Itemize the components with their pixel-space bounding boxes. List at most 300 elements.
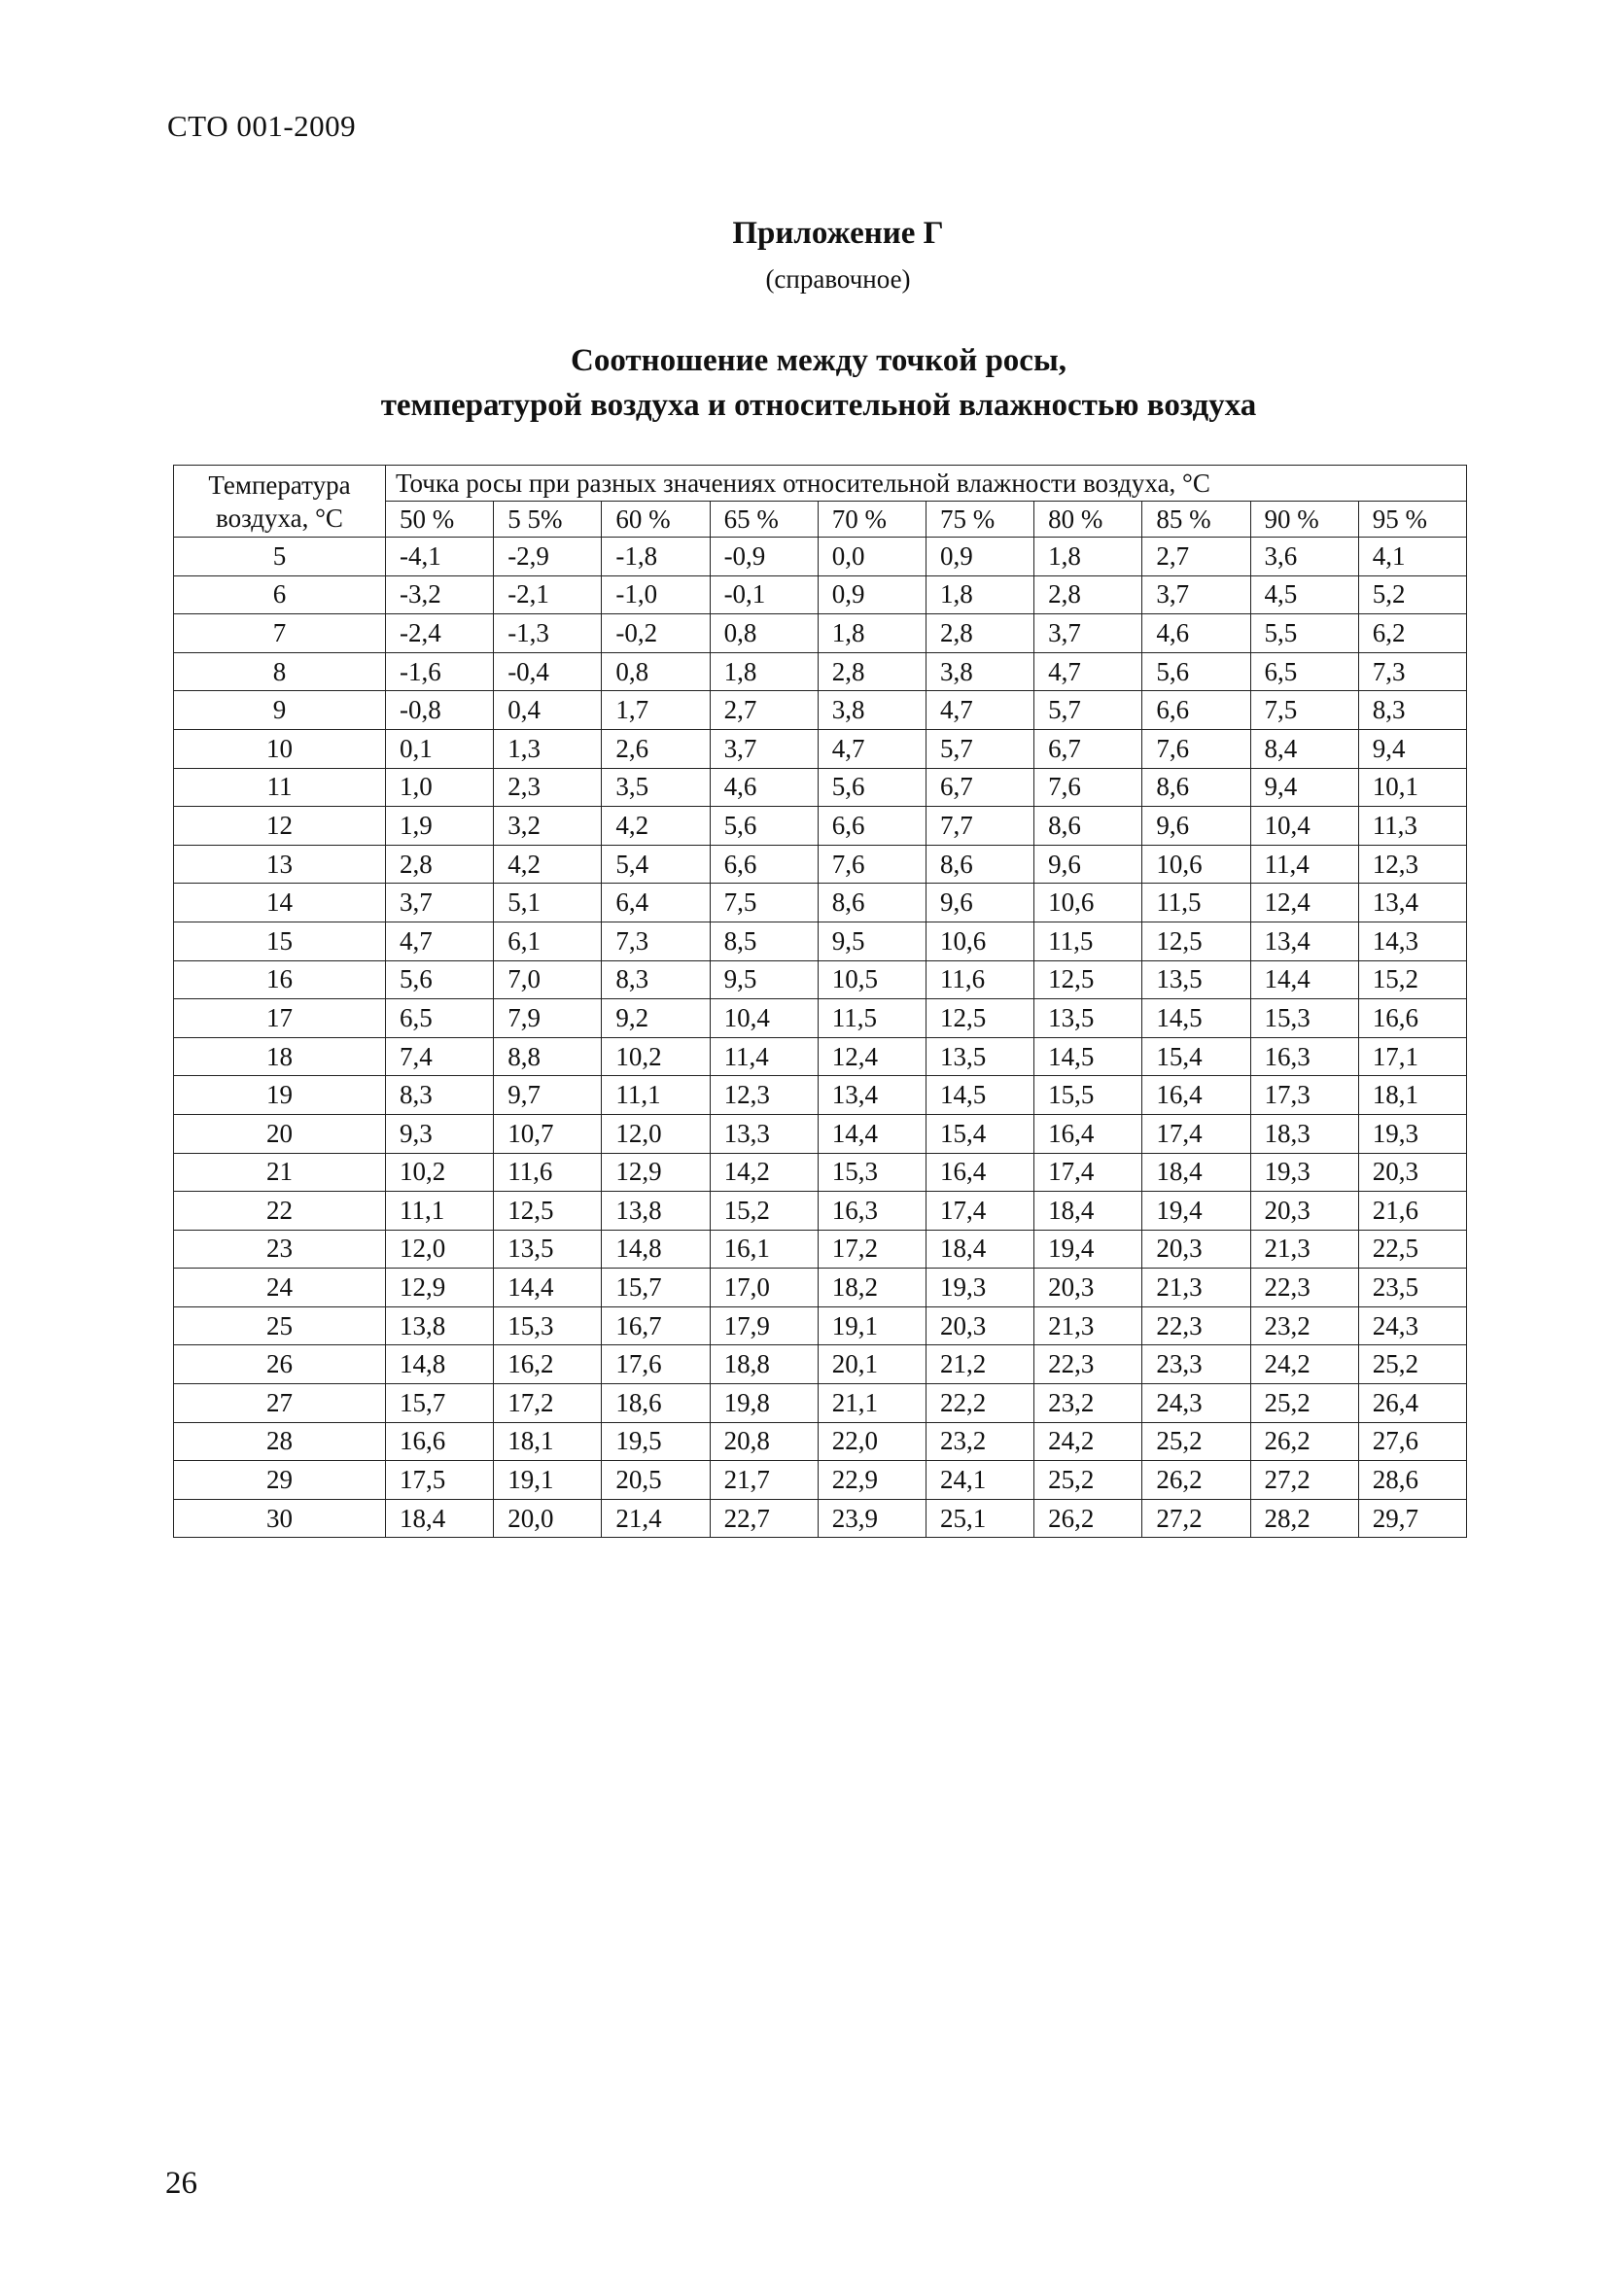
dew-point-cell: 0,8 xyxy=(602,652,710,691)
dew-point-cell: 3,7 xyxy=(1034,614,1142,653)
dew-point-cell: 20,3 xyxy=(1034,1269,1142,1307)
air-temperature-cell: 6 xyxy=(174,575,386,614)
table-title-line-1: Соотношение между точкой росы, xyxy=(571,343,1066,378)
dew-point-cell: 5,2 xyxy=(1358,575,1466,614)
dew-point-cell: 24,3 xyxy=(1142,1384,1250,1423)
dew-point-cell: 25,2 xyxy=(1142,1422,1250,1461)
dew-point-cell: 20,3 xyxy=(926,1306,1033,1345)
dew-point-cell: 18,4 xyxy=(1142,1153,1250,1192)
dew-point-cell: 21,4 xyxy=(602,1499,710,1538)
dew-point-cell: 9,6 xyxy=(1142,807,1250,846)
table-row xyxy=(174,1306,1467,1345)
dew-point-cell: 20,5 xyxy=(602,1461,710,1500)
air-temperature-cell: 26 xyxy=(174,1345,386,1384)
dew-point-cell: 16,6 xyxy=(386,1422,494,1461)
humidity-header-cell: 95 % xyxy=(1358,502,1466,538)
dew-point-cell: 25,1 xyxy=(926,1499,1033,1538)
table-row xyxy=(174,691,1467,730)
dew-point-cell: 7,5 xyxy=(710,884,818,922)
dew-point-cell: 2,7 xyxy=(1142,538,1250,576)
dew-point-cell: 27,2 xyxy=(1142,1499,1250,1538)
dew-point-cell: 0,9 xyxy=(926,538,1033,576)
dew-point-cell: -0,1 xyxy=(710,575,818,614)
dew-point-cell: 9,5 xyxy=(818,922,926,960)
dew-point-cell: 1,7 xyxy=(602,691,710,730)
table-title-line-2: температурой воздуха и относительной влажностью воздуха xyxy=(380,388,1257,423)
dew-point-cell: 11,5 xyxy=(818,999,926,1038)
dew-point-cell: 10,6 xyxy=(1034,884,1142,922)
dew-point-cell: 10,4 xyxy=(1250,807,1358,846)
humidity-header-cell: 50 % xyxy=(386,502,494,538)
dew-point-cell: 18,6 xyxy=(602,1384,710,1423)
air-temperature-cell: 8 xyxy=(174,652,386,691)
dew-point-cell: 8,4 xyxy=(1250,729,1358,768)
humidity-header-cell: 90 % xyxy=(1250,502,1358,538)
dew-point-cell: 18,1 xyxy=(1358,1076,1466,1115)
dew-point-cell: -0,9 xyxy=(710,538,818,576)
dew-point-cell: 9,5 xyxy=(710,960,818,999)
dew-point-cell: 8,6 xyxy=(926,845,1033,884)
dew-point-cell: 16,4 xyxy=(1034,1114,1142,1153)
dew-point-cell: 29,7 xyxy=(1358,1499,1466,1538)
dew-point-cell: 15,5 xyxy=(1034,1076,1142,1115)
dew-point-cell: -4,1 xyxy=(386,538,494,576)
dew-point-cell: 17,5 xyxy=(386,1461,494,1500)
humidity-header-cell: 70 % xyxy=(818,502,926,538)
dew-point-cell: 14,4 xyxy=(1250,960,1358,999)
dew-point-cell: 1,9 xyxy=(386,807,494,846)
dew-point-cell: 20,3 xyxy=(1142,1230,1250,1269)
dew-point-cell: 9,3 xyxy=(386,1114,494,1153)
table-row xyxy=(174,1422,1467,1461)
dew-point-cell: 3,8 xyxy=(818,691,926,730)
air-temperature-cell: 12 xyxy=(174,807,386,846)
dew-point-cell: 14,3 xyxy=(1358,922,1466,960)
dew-point-cell: 12,3 xyxy=(1358,845,1466,884)
dew-point-cell: 17,1 xyxy=(1358,1037,1466,1076)
dew-point-cell: 24,2 xyxy=(1034,1422,1142,1461)
dew-point-cell: 11,4 xyxy=(710,1037,818,1076)
dew-point-cell: 10,4 xyxy=(710,999,818,1038)
dew-point-cell: 14,5 xyxy=(1142,999,1250,1038)
dew-point-cell: 3,7 xyxy=(710,729,818,768)
dew-point-cell: 9,6 xyxy=(1034,845,1142,884)
dew-point-cell: -1,0 xyxy=(602,575,710,614)
dew-point-cell: 25,2 xyxy=(1250,1384,1358,1423)
dew-point-cell: 23,5 xyxy=(1358,1269,1466,1307)
table-row xyxy=(174,729,1467,768)
dew-point-cell: 20,3 xyxy=(1358,1153,1466,1192)
dew-point-cell: 13,8 xyxy=(386,1306,494,1345)
dew-point-cell: 12,5 xyxy=(494,1192,602,1231)
table-row xyxy=(174,1461,1467,1500)
dew-point-cell: 6,7 xyxy=(1034,729,1142,768)
dew-point-cell: 5,6 xyxy=(1142,652,1250,691)
air-temperature-cell: 16 xyxy=(174,960,386,999)
dew-point-cell: 2,3 xyxy=(494,768,602,807)
dew-point-cell: -1,6 xyxy=(386,652,494,691)
dew-point-cell: 13,5 xyxy=(926,1037,1033,1076)
table-title xyxy=(0,338,1608,428)
dew-point-cell: -2,1 xyxy=(494,575,602,614)
humidity-header-cell: 60 % xyxy=(602,502,710,538)
dew-point-cell: 4,7 xyxy=(926,691,1033,730)
dew-point-cell: 15,2 xyxy=(1358,960,1466,999)
dew-point-cell: 5,6 xyxy=(386,960,494,999)
air-temperature-cell: 25 xyxy=(174,1306,386,1345)
page-number: 26 xyxy=(165,2166,197,2201)
dew-point-cell: 19,5 xyxy=(602,1422,710,1461)
dew-point-cell: 7,9 xyxy=(494,999,602,1038)
dew-point-cell: 13,3 xyxy=(710,1114,818,1153)
dew-point-cell: 20,1 xyxy=(818,1345,926,1384)
dew-point-cell: 6,5 xyxy=(1250,652,1358,691)
dew-point-cell: 7,6 xyxy=(818,845,926,884)
dew-point-cell: 12,0 xyxy=(602,1114,710,1153)
dew-point-cell: 16,3 xyxy=(818,1192,926,1231)
dew-point-cell: 19,8 xyxy=(710,1384,818,1423)
dew-point-cell: 13,5 xyxy=(494,1230,602,1269)
air-temperature-cell: 22 xyxy=(174,1192,386,1231)
dew-point-cell: 16,7 xyxy=(602,1306,710,1345)
dew-point-cell: 14,4 xyxy=(818,1114,926,1153)
dew-point-cell: 0,9 xyxy=(818,575,926,614)
dew-point-cell: 6,5 xyxy=(386,999,494,1038)
table-row xyxy=(174,845,1467,884)
dew-point-cell: 18,2 xyxy=(818,1269,926,1307)
dew-point-cell: 8,3 xyxy=(1358,691,1466,730)
dew-point-cell: 12,9 xyxy=(602,1153,710,1192)
dew-point-cell: 23,2 xyxy=(926,1422,1033,1461)
dew-point-cell: 11,1 xyxy=(602,1076,710,1115)
table-row xyxy=(174,1037,1467,1076)
table-row xyxy=(174,807,1467,846)
dew-point-cell: 13,5 xyxy=(1142,960,1250,999)
dew-point-cell: 16,3 xyxy=(1250,1037,1358,1076)
appendix-subtitle: (справочное) xyxy=(765,264,911,294)
dew-point-cell: 3,7 xyxy=(1142,575,1250,614)
dew-point-cell: 17,2 xyxy=(494,1384,602,1423)
dew-point-cell: 17,4 xyxy=(1034,1153,1142,1192)
dew-point-cell: 4,1 xyxy=(1358,538,1466,576)
dew-point-cell: 21,7 xyxy=(710,1461,818,1500)
dew-point-cell: 1,3 xyxy=(494,729,602,768)
air-temperature-cell: 14 xyxy=(174,884,386,922)
dew-point-cell: 0,4 xyxy=(494,691,602,730)
dew-point-cell: 15,3 xyxy=(494,1306,602,1345)
dew-point-cell: 19,3 xyxy=(1358,1114,1466,1153)
dew-point-cell: 3,6 xyxy=(1250,538,1358,576)
table-row xyxy=(174,1076,1467,1115)
dew-point-cell: 9,4 xyxy=(1358,729,1466,768)
dew-point-cell: 16,4 xyxy=(926,1153,1033,1192)
dew-point-cell: 5,6 xyxy=(710,807,818,846)
dew-point-cell: 22,0 xyxy=(818,1422,926,1461)
dew-point-cell: 1,8 xyxy=(710,652,818,691)
dew-point-cell: 2,7 xyxy=(710,691,818,730)
dew-point-cell: 14,8 xyxy=(602,1230,710,1269)
dew-point-cell: 12,3 xyxy=(710,1076,818,1115)
dew-point-cell: 0,8 xyxy=(710,614,818,653)
dew-point-cell: 19,1 xyxy=(494,1461,602,1500)
dew-point-cell: 23,3 xyxy=(1142,1345,1250,1384)
table-row xyxy=(174,575,1467,614)
dew-point-cell: 27,2 xyxy=(1250,1461,1358,1500)
dew-point-cell: 12,4 xyxy=(1250,884,1358,922)
dew-point-cell: 9,2 xyxy=(602,999,710,1038)
air-temperature-cell: 21 xyxy=(174,1153,386,1192)
air-temperature-cell: 30 xyxy=(174,1499,386,1538)
dew-point-cell: 14,2 xyxy=(710,1153,818,1192)
dew-point-cell: 17,4 xyxy=(926,1192,1033,1231)
dew-point-cell: 8,3 xyxy=(386,1076,494,1115)
dew-point-cell: 18,4 xyxy=(1034,1192,1142,1231)
dew-point-cell: 6,6 xyxy=(1142,691,1250,730)
dew-point-cell: 7,3 xyxy=(1358,652,1466,691)
dew-point-cell: 18,3 xyxy=(1250,1114,1358,1153)
air-temperature-cell: 9 xyxy=(174,691,386,730)
dew-point-cell: 16,6 xyxy=(1358,999,1466,1038)
dew-point-cell: 15,7 xyxy=(602,1269,710,1307)
dew-point-cell: 12,0 xyxy=(386,1230,494,1269)
dew-point-cell: 8,6 xyxy=(1142,768,1250,807)
dew-point-cell: 7,3 xyxy=(602,922,710,960)
dew-point-cell: 6,2 xyxy=(1358,614,1466,653)
dew-point-cell: 4,6 xyxy=(710,768,818,807)
dew-point-cell: 12,5 xyxy=(1142,922,1250,960)
dew-point-cell: 16,2 xyxy=(494,1345,602,1384)
dew-point-cell: 8,5 xyxy=(710,922,818,960)
dew-point-cell: 14,4 xyxy=(494,1269,602,1307)
dew-point-cell: 6,1 xyxy=(494,922,602,960)
dew-point-cell: 21,2 xyxy=(926,1345,1033,1384)
dew-point-cell: 5,6 xyxy=(818,768,926,807)
dew-point-cell: 0,0 xyxy=(818,538,926,576)
dew-point-cell: 5,4 xyxy=(602,845,710,884)
dew-point-cell: 19,3 xyxy=(1250,1153,1358,1192)
air-temperature-cell: 10 xyxy=(174,729,386,768)
air-temperature-cell: 19 xyxy=(174,1076,386,1115)
dew-point-cell: 16,4 xyxy=(1142,1076,1250,1115)
dew-point-cell: -0,8 xyxy=(386,691,494,730)
dew-point-cell: 12,5 xyxy=(926,999,1033,1038)
dew-point-cell: 28,6 xyxy=(1358,1461,1466,1500)
dew-point-cell: 13,4 xyxy=(818,1076,926,1115)
dew-point-cell: 2,8 xyxy=(386,845,494,884)
dew-point-cell: 22,3 xyxy=(1250,1269,1358,1307)
dew-point-cell: 13,5 xyxy=(1034,999,1142,1038)
air-temperature-cell: 7 xyxy=(174,614,386,653)
dew-point-cell: 1,8 xyxy=(926,575,1033,614)
dew-point-cell: 2,8 xyxy=(1034,575,1142,614)
dew-point-cell: 18,4 xyxy=(926,1230,1033,1269)
humidity-header-cell: 5 5% xyxy=(494,502,602,538)
dew-point-cell: 25,2 xyxy=(1034,1461,1142,1500)
dew-point-cell: 23,2 xyxy=(1250,1306,1358,1345)
dew-point-cell: -1,3 xyxy=(494,614,602,653)
dew-point-cell: 7,6 xyxy=(1142,729,1250,768)
dew-point-cell: 17,9 xyxy=(710,1306,818,1345)
dew-point-cell: 3,7 xyxy=(386,884,494,922)
dew-point-cell: 6,6 xyxy=(710,845,818,884)
table-row xyxy=(174,1153,1467,1192)
dew-point-cell: 17,4 xyxy=(1142,1114,1250,1153)
table-row xyxy=(174,652,1467,691)
dew-point-span-header: Точка росы при разных значениях относительной влажности воздуха, °С xyxy=(386,466,1467,502)
dew-point-cell: 18,8 xyxy=(710,1345,818,1384)
dew-point-cell: 7,7 xyxy=(926,807,1033,846)
dew-point-cell: -0,2 xyxy=(602,614,710,653)
dew-point-cell: 4,2 xyxy=(494,845,602,884)
dew-point-cell: 20,3 xyxy=(1250,1192,1358,1231)
dew-point-cell: -0,4 xyxy=(494,652,602,691)
humidity-header-cell: 80 % xyxy=(1034,502,1142,538)
air-temperature-cell: 29 xyxy=(174,1461,386,1500)
dew-point-cell: 4,6 xyxy=(1142,614,1250,653)
dew-point-cell: 1,0 xyxy=(386,768,494,807)
dew-point-cell: 11,4 xyxy=(1250,845,1358,884)
temperature-column-header xyxy=(174,466,386,538)
dew-point-cell: 3,5 xyxy=(602,768,710,807)
air-temperature-cell: 24 xyxy=(174,1269,386,1307)
dew-point-cell: 11,3 xyxy=(1358,807,1466,846)
dew-point-cell: 9,4 xyxy=(1250,768,1358,807)
dew-point-cell: 19,4 xyxy=(1142,1192,1250,1231)
dew-point-cell: 14,5 xyxy=(1034,1037,1142,1076)
dew-point-cell: 0,1 xyxy=(386,729,494,768)
dew-point-cell: 7,6 xyxy=(1034,768,1142,807)
air-temperature-cell: 28 xyxy=(174,1422,386,1461)
dew-point-cell: -2,4 xyxy=(386,614,494,653)
dew-point-cell: 23,9 xyxy=(818,1499,926,1538)
dew-point-cell: 15,4 xyxy=(1142,1037,1250,1076)
table-row xyxy=(174,1230,1467,1269)
dew-point-cell: 10,2 xyxy=(602,1037,710,1076)
dew-point-cell: 10,6 xyxy=(926,922,1033,960)
dew-point-cell: 22,2 xyxy=(926,1384,1033,1423)
dew-point-cell: 10,7 xyxy=(494,1114,602,1153)
temperature-header-line-2: воздуха, °С xyxy=(216,503,343,533)
table-row xyxy=(174,614,1467,653)
dew-point-cell: 20,0 xyxy=(494,1499,602,1538)
dew-point-cell: 12,4 xyxy=(818,1037,926,1076)
table-row xyxy=(174,538,1467,576)
dew-point-cell: 11,5 xyxy=(1034,922,1142,960)
dew-point-cell: 12,9 xyxy=(386,1269,494,1307)
dew-point-cell: 7,5 xyxy=(1250,691,1358,730)
air-temperature-cell: 23 xyxy=(174,1230,386,1269)
air-temperature-cell: 18 xyxy=(174,1037,386,1076)
dew-point-cell: 24,3 xyxy=(1358,1306,1466,1345)
document-code: СТО 001-2009 xyxy=(167,109,357,143)
dew-point-cell: 18,1 xyxy=(494,1422,602,1461)
table-row xyxy=(174,884,1467,922)
dew-point-cell: 2,6 xyxy=(602,729,710,768)
air-temperature-cell: 13 xyxy=(174,845,386,884)
air-temperature-cell: 5 xyxy=(174,538,386,576)
dew-point-cell: 13,8 xyxy=(602,1192,710,1231)
dew-point-cell: 10,5 xyxy=(818,960,926,999)
dew-point-cell: 4,7 xyxy=(386,922,494,960)
dew-point-cell: 22,3 xyxy=(1034,1345,1142,1384)
dew-point-cell: 17,6 xyxy=(602,1345,710,1384)
dew-point-cell: 15,7 xyxy=(386,1384,494,1423)
dew-point-cell: 1,8 xyxy=(818,614,926,653)
dew-point-cell: 19,4 xyxy=(1034,1230,1142,1269)
dew-point-cell: 2,8 xyxy=(818,652,926,691)
dew-point-cell: 28,2 xyxy=(1250,1499,1358,1538)
table-row xyxy=(174,1499,1467,1538)
dew-point-cell: 2,8 xyxy=(926,614,1033,653)
dew-point-cell: 26,2 xyxy=(1034,1499,1142,1538)
dew-point-cell: 14,5 xyxy=(926,1076,1033,1115)
table-row xyxy=(174,960,1467,999)
dew-point-cell: 11,6 xyxy=(494,1153,602,1192)
dew-point-cell: 6,7 xyxy=(926,768,1033,807)
dew-point-cell: 21,6 xyxy=(1358,1192,1466,1231)
temperature-header-line-1: Температура xyxy=(208,470,351,500)
dew-point-cell: 14,8 xyxy=(386,1345,494,1384)
dew-point-cell: 26,2 xyxy=(1142,1461,1250,1500)
dew-point-cell: 4,7 xyxy=(1034,652,1142,691)
dew-point-cell: 8,3 xyxy=(602,960,710,999)
dew-point-cell: 5,5 xyxy=(1250,614,1358,653)
air-temperature-cell: 11 xyxy=(174,768,386,807)
air-temperature-cell: 27 xyxy=(174,1384,386,1423)
dew-point-cell: 24,2 xyxy=(1250,1345,1358,1384)
dew-point-cell: 20,8 xyxy=(710,1422,818,1461)
dew-point-cell: 10,1 xyxy=(1358,768,1466,807)
dew-point-cell: 10,2 xyxy=(386,1153,494,1192)
dew-point-cell: 4,5 xyxy=(1250,575,1358,614)
dew-point-cell: 7,0 xyxy=(494,960,602,999)
dew-point-cell: 12,5 xyxy=(1034,960,1142,999)
dew-point-cell: 19,1 xyxy=(818,1306,926,1345)
dew-point-cell: 21,3 xyxy=(1250,1230,1358,1269)
dew-point-cell: 5,7 xyxy=(926,729,1033,768)
dew-point-cell: 21,3 xyxy=(1034,1306,1142,1345)
dew-point-cell: 5,1 xyxy=(494,884,602,922)
dew-point-cell: 6,6 xyxy=(818,807,926,846)
dew-point-cell: 8,8 xyxy=(494,1037,602,1076)
humidity-header-cell: 65 % xyxy=(710,502,818,538)
dew-point-cell: 25,2 xyxy=(1358,1345,1466,1384)
table-row xyxy=(174,768,1467,807)
air-temperature-cell: 17 xyxy=(174,999,386,1038)
dew-point-cell: 5,7 xyxy=(1034,691,1142,730)
dew-point-cell: 8,6 xyxy=(818,884,926,922)
dew-point-cell: 27,6 xyxy=(1358,1422,1466,1461)
dew-point-cell: 10,6 xyxy=(1142,845,1250,884)
dew-point-cell: 15,2 xyxy=(710,1192,818,1231)
dew-point-table xyxy=(173,465,1467,1538)
table-row xyxy=(174,1269,1467,1307)
dew-point-cell: -1,8 xyxy=(602,538,710,576)
dew-point-cell: 21,3 xyxy=(1142,1269,1250,1307)
dew-point-cell: -2,9 xyxy=(494,538,602,576)
dew-point-cell: 16,1 xyxy=(710,1230,818,1269)
dew-point-cell: 13,4 xyxy=(1250,922,1358,960)
table-body xyxy=(174,538,1467,1538)
dew-point-cell: 17,2 xyxy=(818,1230,926,1269)
dew-point-cell: 11,6 xyxy=(926,960,1033,999)
dew-point-cell: 22,7 xyxy=(710,1499,818,1538)
appendix-title: Приложение Г xyxy=(732,216,944,251)
dew-point-cell: 18,4 xyxy=(386,1499,494,1538)
dew-point-cell: 22,3 xyxy=(1142,1306,1250,1345)
dew-point-cell: 6,4 xyxy=(602,884,710,922)
dew-point-cell: 26,2 xyxy=(1250,1422,1358,1461)
